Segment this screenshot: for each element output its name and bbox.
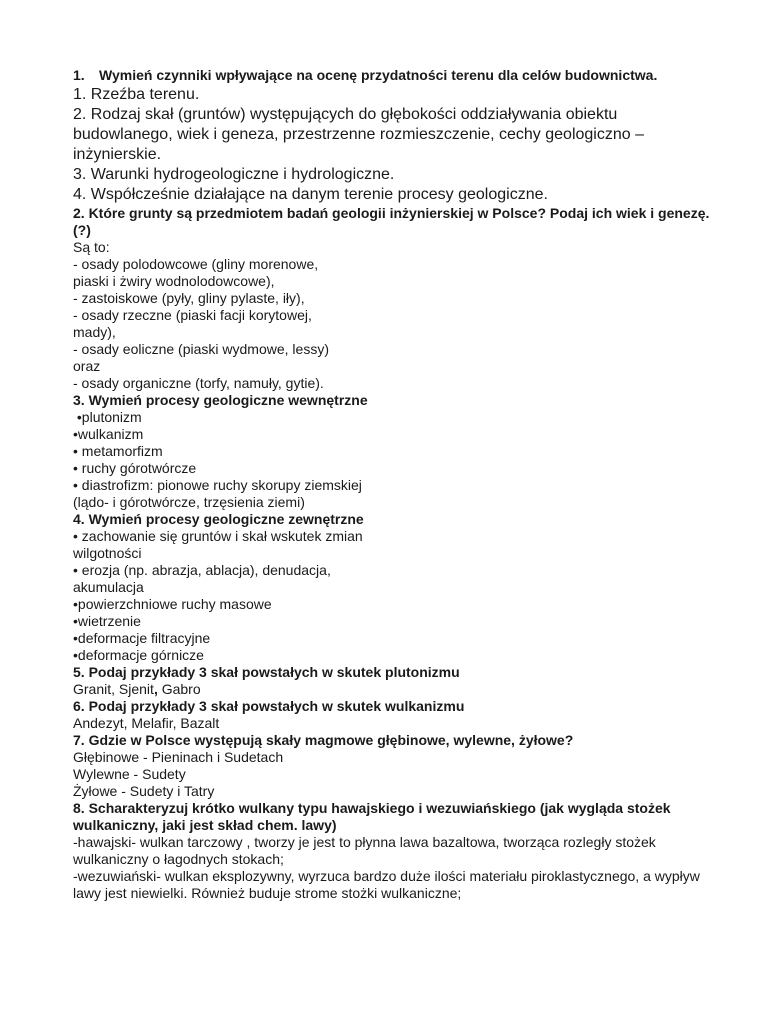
answer-3-line: • diastrofizm: pionowe ruchy skorupy ziemskiej: [73, 477, 362, 493]
answer-4-line: •deformacje filtracyjne: [73, 630, 211, 646]
answer-3-line: •wulkanizm: [73, 426, 144, 442]
answer-2-line: piaski i żwiry wodnolodowcowe),: [73, 273, 275, 289]
answer-2-line: - osady rzeczne (piaski facji korytowej,: [73, 307, 312, 323]
answer-5-line: [73, 681, 713, 698]
answer-7-line: Żyłowe - Sudety i Tatry: [73, 783, 215, 799]
question-6-heading: 6. Podaj przykłady 3 skał powstałych w skutek wulkanizmu: [73, 698, 465, 714]
answer-5-bold-comma: ,: [153, 681, 158, 697]
answer-4-line: wilgotności: [73, 545, 142, 561]
answer-4-line: •wietrzenie: [73, 613, 141, 629]
answer-4-line: akumulacja: [73, 579, 144, 595]
answer-1-line: 3. Warunki hydrogeologiczne i hydrologiczne.: [73, 166, 395, 183]
answer-2-line: - osady organiczne (torfy, namuły, gytie).: [73, 375, 324, 391]
answer-3-line: •plutonizm: [73, 409, 142, 425]
question-8-heading: 8. Scharakteryzuj krótko wulkany typu hawajskiego i wezuwiańskiego (jak wygląda stożek wulkaniczny, jaki jest skład chem. lawy): [73, 800, 671, 833]
answer-2-line: mady),: [73, 324, 116, 340]
answer-1-line: 2. Rodzaj skał (gruntów) występujących do głębokości oddziaływania obiektu budowlanego, wiek i geneza, przestrzenne rozmieszczenie, cechy geologiczno – inżynierskie.: [73, 106, 644, 163]
question-4-heading: 4. Wymień procesy geologiczne zewnętrzne: [73, 511, 364, 527]
answer-8-line: -wezuwiański- wulkan eksplozywny, wyrzuca bardzo duże ilości materiału piroklastycznego, a wypływ lawy jest niewielki. Również buduje strome stożki wulkaniczne;: [73, 868, 700, 901]
answer-4-line: •deformacje górnicze: [73, 647, 204, 663]
answer-2-line: Są to:: [73, 239, 110, 255]
answer-7-line: Głębinowe - Pieninach i Sudetach: [73, 749, 284, 765]
answer-3-line: • metamorfizm: [73, 443, 163, 459]
answer-4-line: • zachowanie się gruntów i skał wskutek zmian: [73, 528, 363, 544]
answer-8-line: -hawajski- wulkan tarczowy , tworzy je jest to płynna lawa bazaltowa, tworząca rozległy stożek wulkaniczny o łagodnych stokach;: [73, 834, 656, 867]
answer-2-line: - osady eoliczne (piaski wydmowe, lessy): [73, 341, 329, 357]
answer-1-line: 4. Współcześnie działające na danym terenie procesy geologiczne.: [73, 186, 548, 203]
answer-2-line: oraz: [73, 358, 101, 374]
answer-6-line: Andezyt, Melafir, Bazalt: [73, 715, 220, 731]
question-1-text: Wymień czynniki wpływające na ocenę przydatności terenu dla celów budownictwa.: [99, 67, 658, 83]
question-7-heading: 7. Gdzie w Polsce występują skały magmowe głębinowe, wylewne, żyłowe?: [73, 732, 574, 748]
answer-4-line: • erozja (np. abrazja, ablacja), denudacja,: [73, 562, 331, 578]
answer-3-line: • ruchy górotwórcze: [73, 460, 197, 476]
answer-2-line: - osady polodowcowe (gliny morenowe,: [73, 256, 319, 272]
question-1: [73, 67, 713, 84]
answer-5-part: Gabro: [157, 681, 201, 697]
question-1-number: 1.: [73, 67, 85, 83]
question-3-heading: 3. Wymień procesy geologiczne wewnętrzne: [73, 392, 368, 408]
answer-1-line: 1. Rzeźba terenu.: [73, 86, 200, 103]
answer-7-line: Wylewne - Sudety: [73, 766, 186, 782]
answer-2-line: - zastoiskowe (pyły, gliny pylaste, iły),: [73, 290, 305, 306]
question-2-heading: 2. Które grunty są przedmiotem badań geologii inżynierskiej w Polsce? Podaj ich wiek i genezę. (?): [73, 205, 710, 238]
answer-4-line: •powierzchniowe ruchy masowe: [73, 596, 272, 612]
answer-3-line: (lądo- i górotwórcze, trzęsienia ziemi): [73, 494, 305, 510]
question-5-heading: 5. Podaj przykłady 3 skał powstałych w skutek plutonizmu: [73, 664, 460, 680]
answer-5-part: Granit, Sjenit: [73, 681, 154, 697]
document-page: [73, 67, 713, 902]
